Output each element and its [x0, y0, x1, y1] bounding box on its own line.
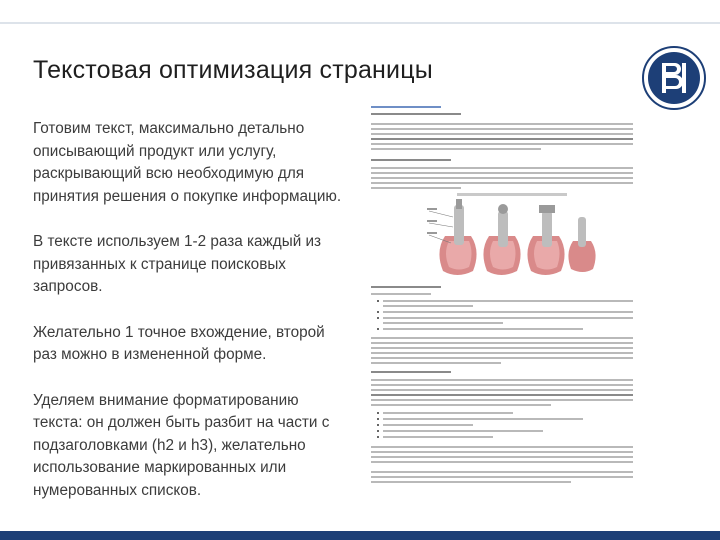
paragraph-exact-match: Желательно 1 точное вхождение, второй раз можно в измененной форме. [33, 323, 325, 363]
slide-title: Текстовая оптимизация страницы [33, 56, 433, 84]
illustration-heading [371, 113, 461, 115]
dental-diagram-icon [427, 191, 597, 279]
paragraph-search-queries: В тексте используем 1-2 раза каждый из привязанных к странице поисковых запросов. [33, 233, 322, 295]
footer-bar [0, 531, 720, 540]
illustration-breadcrumb [371, 106, 441, 108]
webpage-screenshot-illustration [367, 103, 639, 498]
hse-logo-icon [641, 45, 707, 111]
body-text [33, 118, 351, 525]
paragraph-formatting: Уделяем внимание форматированию текста: он должен быть разбит на части с подзаголовками (h2 и h3), желательно использование маркированных или нумерованных списков. [33, 391, 330, 499]
top-band [0, 0, 720, 22]
paragraph-product-description: Готовим текст, максимально детально описывающий продукт или услугу, раскрывающий всю необходимую для принятия решения о покупке информацию. [33, 120, 342, 205]
top-band-divider [0, 22, 720, 24]
